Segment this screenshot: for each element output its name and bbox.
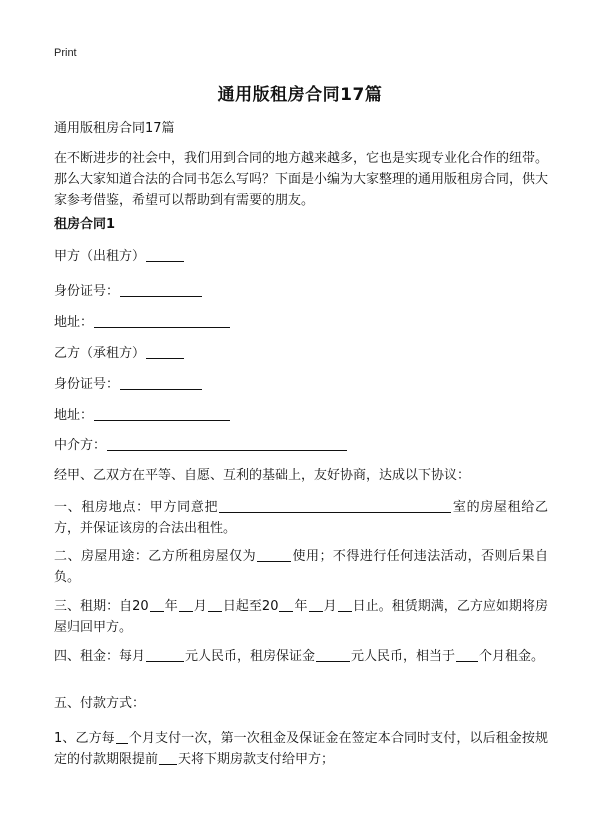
clause-3-blank-a bbox=[150, 597, 164, 612]
clause-3-blank-e bbox=[309, 597, 323, 612]
id-number-a-label: 身份证号： bbox=[54, 284, 120, 299]
clause-1-text-b: 室的房屋租给乙方，并保证该房的合法出租性。 bbox=[54, 500, 548, 536]
clause-5-1-blank-b bbox=[159, 750, 177, 765]
id-number-b-blank bbox=[120, 375, 202, 390]
clause-3-text-d: 日起至20 bbox=[222, 599, 279, 614]
clause-5-title: 五、付款方式： bbox=[54, 696, 146, 711]
party-b-label: 乙方（承租方） bbox=[54, 346, 146, 361]
clause-2-text-a: 二、房屋用途：乙方所租房屋仅为 bbox=[54, 549, 257, 564]
clause-3-text-e: 年 bbox=[294, 599, 308, 614]
address-b-label: 地址： bbox=[54, 408, 94, 423]
clause-3-blank-f bbox=[338, 597, 352, 612]
page-title: 通用版租房合同17篇 bbox=[217, 85, 383, 105]
clause-1-blank bbox=[219, 498, 451, 513]
address-a-field bbox=[54, 312, 554, 334]
clause-2-text-b: 使用；不得进行任何违法活动，否则后果自负。 bbox=[54, 549, 548, 585]
clause-4-blank-c bbox=[456, 647, 478, 662]
clause-4-blank-a bbox=[146, 647, 184, 662]
clause-3-text-f: 月 bbox=[323, 599, 337, 614]
agent-field bbox=[54, 435, 554, 457]
clause-4-blank-b bbox=[316, 647, 350, 662]
address-a-label: 地址： bbox=[54, 315, 94, 330]
clause-4-text-b: 元人民币，租房保证金 bbox=[185, 649, 316, 664]
clause-4 bbox=[54, 646, 548, 667]
clause-5-1 bbox=[54, 728, 548, 770]
clause-5-1-blank-a bbox=[116, 729, 128, 744]
agent-blank bbox=[107, 436, 347, 451]
id-number-a-blank bbox=[120, 282, 202, 297]
clause-4-text-a: 四、租金：每月 bbox=[54, 649, 146, 664]
clause-3-blank-c bbox=[208, 597, 222, 612]
address-b-field bbox=[54, 405, 554, 427]
clause-1-text-a: 一、租房地点：甲方同意把 bbox=[54, 500, 219, 515]
clause-3-blank-b bbox=[179, 597, 193, 612]
party-a-label: 甲方（出租方） bbox=[54, 249, 146, 264]
clause-5-1-text-c: 天将下期房款支付给甲方； bbox=[178, 752, 335, 767]
clause-3 bbox=[54, 596, 548, 638]
clause-2 bbox=[54, 546, 548, 588]
clause-5-1-text-b: 个月支付一次，第一次租金及保证金在签定本合同时支付，以后租金按规定的付款期限提前 bbox=[54, 731, 548, 767]
document-subtitle: 通用版租房合同17篇 bbox=[54, 121, 175, 136]
clause-4-text-c: 元人民币，相当于 bbox=[351, 649, 456, 664]
party-b-blank bbox=[146, 344, 184, 359]
party-a-field bbox=[54, 246, 554, 268]
party-a-blank bbox=[146, 247, 184, 262]
clause-3-text-a: 三、租期：自20 bbox=[54, 599, 149, 614]
agent-label: 中介方： bbox=[54, 438, 107, 453]
clause-4-text-d: 个月租金。 bbox=[479, 649, 545, 664]
intro-paragraph: 在不断进步的社会中，我们用到合同的地方越来越多，它也是实现专业化合作的纽带。那么大家知道合法的合同书怎么写吗？下面是小编为大家整理的通用版租房合同，供大家参考借鉴，希望可以帮助到有需要的朋友。 bbox=[54, 151, 549, 208]
address-a-blank bbox=[94, 313, 230, 328]
id-number-b-field bbox=[54, 374, 554, 396]
id-number-a-field bbox=[54, 281, 554, 303]
clause-3-blank-d bbox=[279, 597, 293, 612]
clause-3-text-b: 年 bbox=[164, 599, 178, 614]
clause-3-text-c: 月 bbox=[193, 599, 207, 614]
clause-2-blank bbox=[257, 547, 291, 562]
id-number-b-label: 身份证号： bbox=[54, 377, 120, 392]
clause-5-1-text-a: 1、乙方每 bbox=[54, 731, 115, 746]
print-label: Print bbox=[54, 47, 77, 59]
clause-3-text-g: 日止。租赁期满，乙方应如期将房屋归回甲方。 bbox=[54, 599, 548, 635]
clause-1 bbox=[54, 497, 548, 539]
party-b-field bbox=[54, 343, 554, 365]
section-title: 租房合同1 bbox=[54, 217, 116, 232]
address-b-blank bbox=[94, 406, 230, 421]
agreement-intro: 经甲、乙双方在平等、自愿、互利的基础上，友好协商，达成以下协议： bbox=[54, 468, 471, 483]
